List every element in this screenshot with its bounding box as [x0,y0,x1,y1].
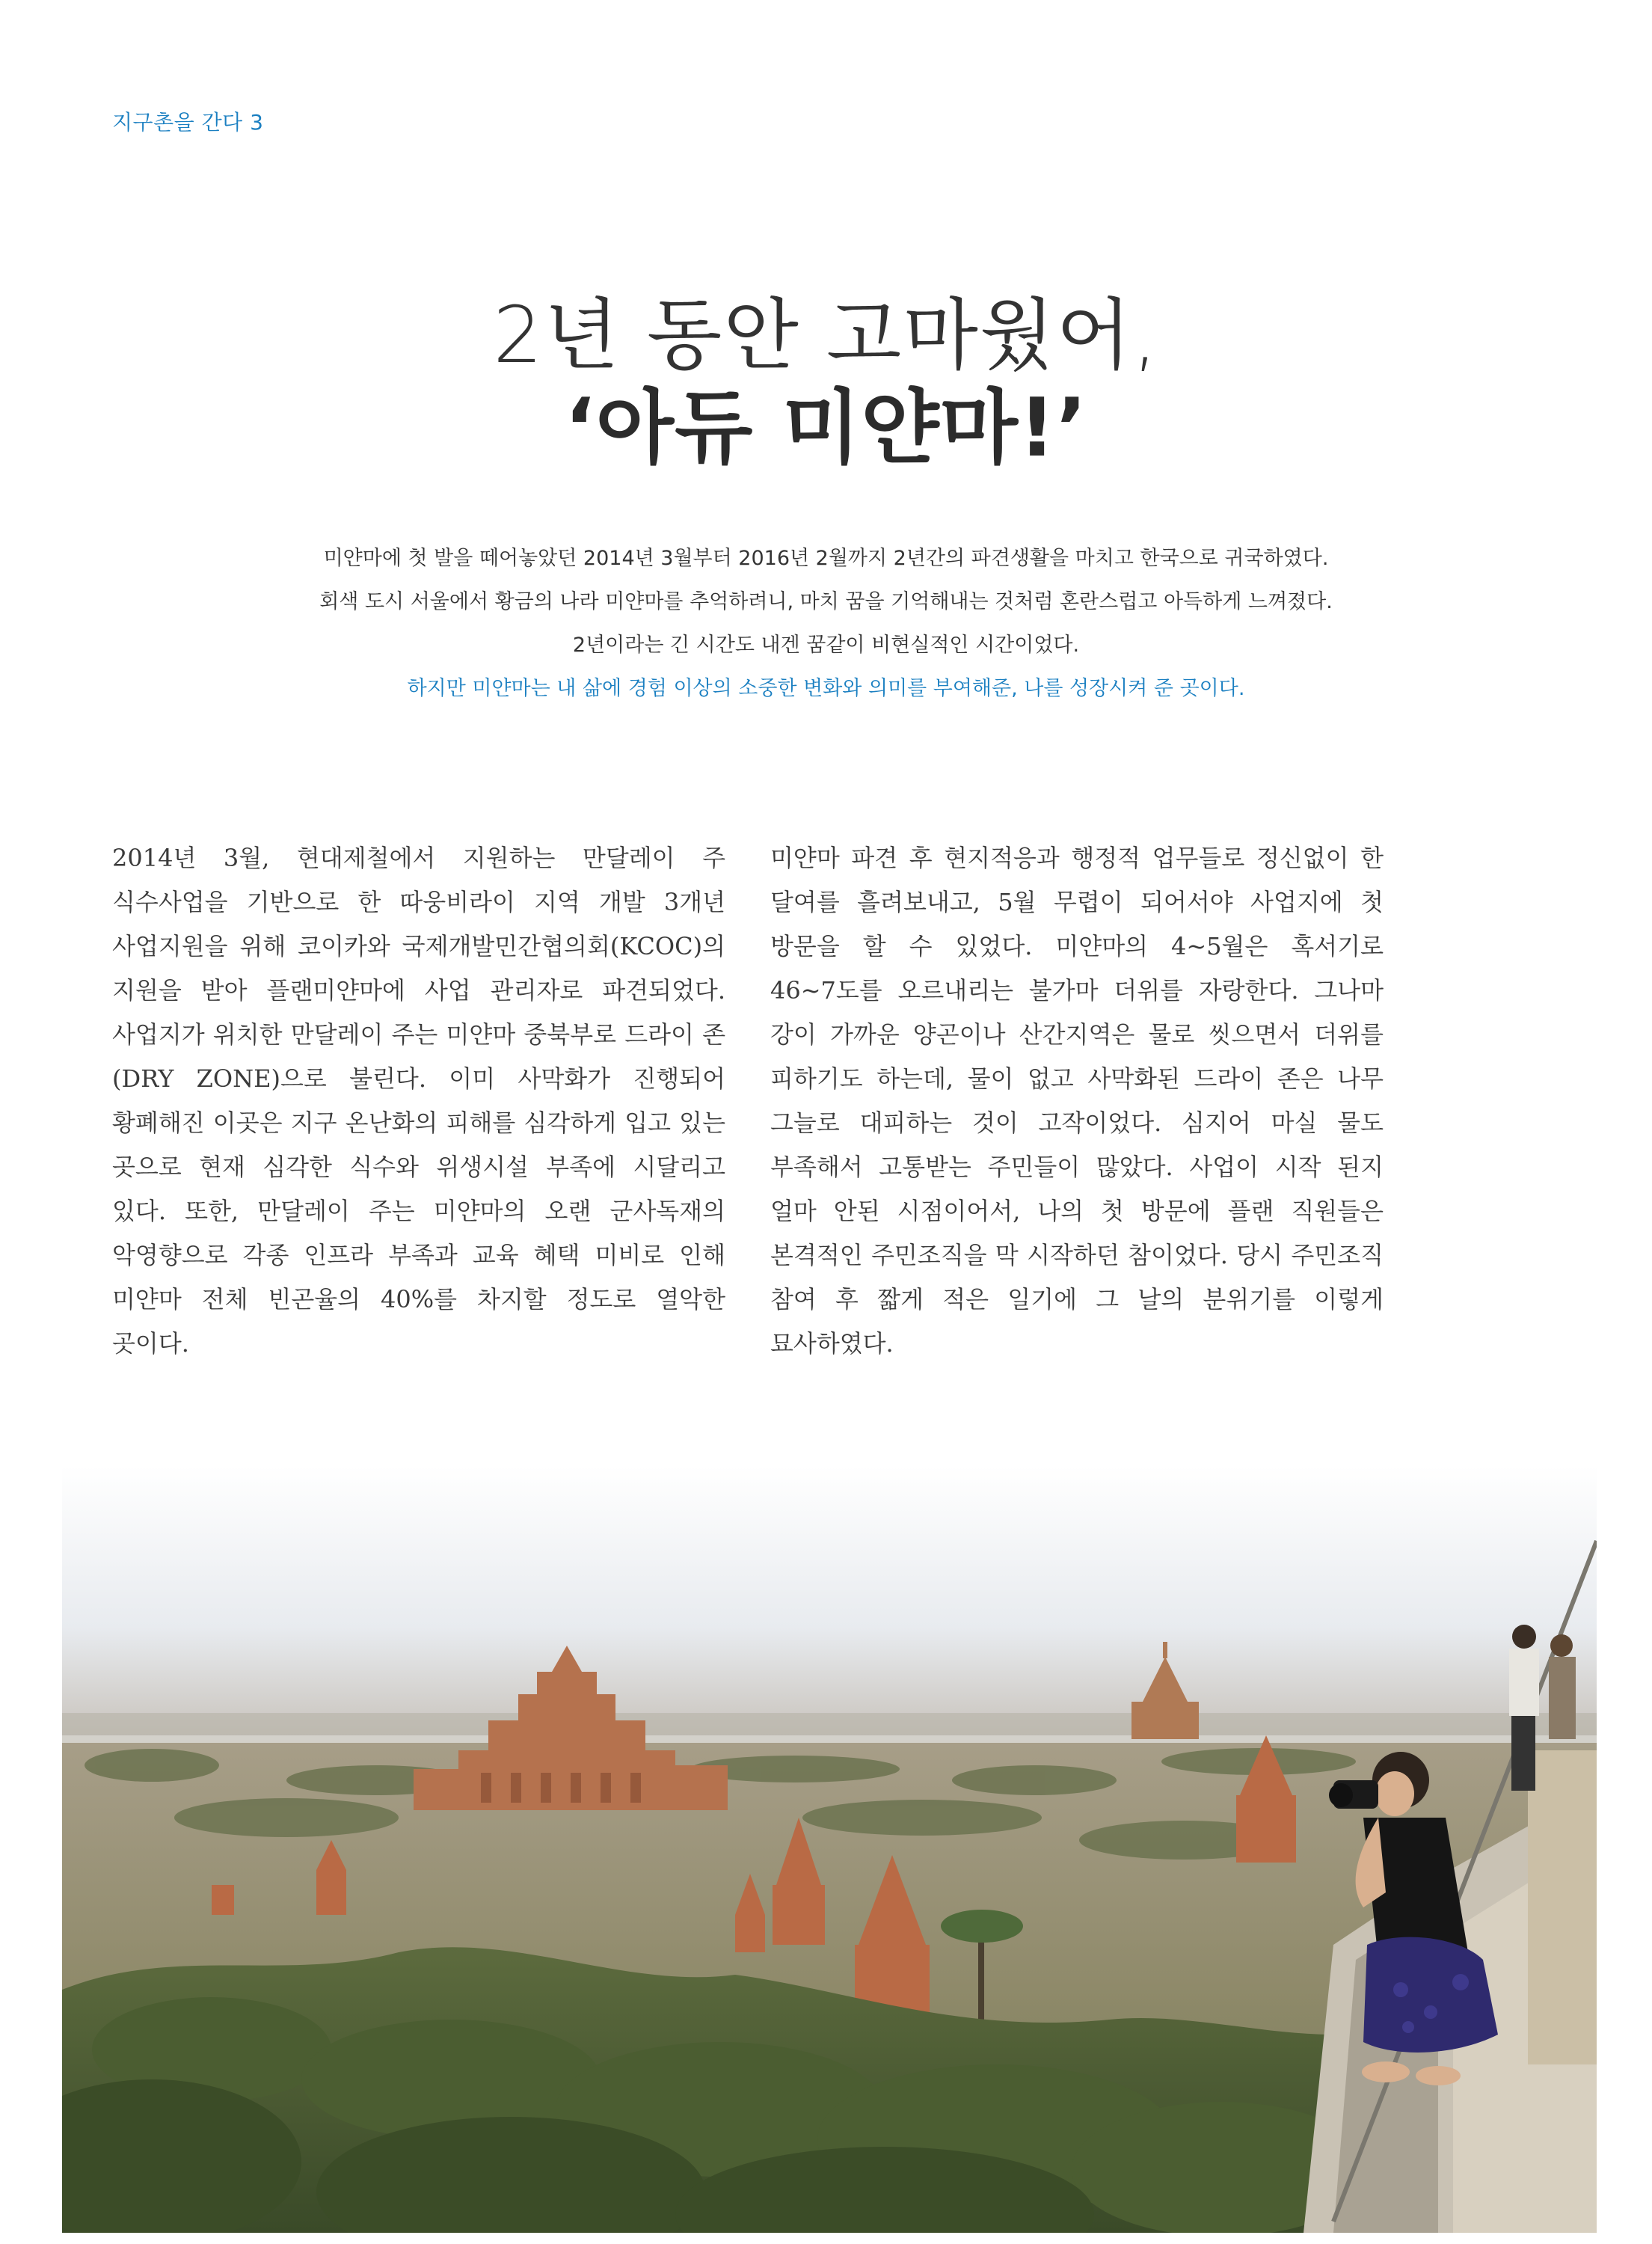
bagan-photo-illustration [62,1466,1597,2233]
section-label: 지구촌을 간다 3 [112,110,264,135]
intro-line-3: 2년이라는 긴 시간도 내겐 꿈같이 비현실적인 시간이었다. [572,634,1080,657]
intro-line-1: 미얀마에 첫 발을 떼어놓았던 2014년 3월부터 2016년 2월까지 2년간의 파견생활을 마치고 한국으로 귀국하였다. [323,547,1329,570]
body-column-left: 2014년 3월, 현대제철에서 지원하는 만달레이 주 식수사업을 기반으로 한 따웅비라이 지역 개발 3개년 사업지원을 위해 코이카와 국제개발민간협의회(KCOC)의 지원을 받아 플랜미얀마에 사업 관리자로 파견되었다. 사업지가 위치한 만달레이 주는 미얀마 중북부로 드라이 존(DRY ZONE)으로 불린다. 이미 사막화가 진행되어 황폐해진 이곳은 지구 온난화의 피해를 심각하게 입고 있는 곳으로 현재 심각한 식수와 위생시설 부족에 시달리고 있다. 또한, 만달레이 주는 미얀마의 오랜 군사독재의 악영향으로 각종 인프라 부족과 교육 혜택 미비로 인해 미얀마 전체 빈곤율의 40%를 차지할 정도로 열악한 곳이다. [112,844,725,1358]
article-title [0,290,1652,477]
bagan-photo [62,1466,1597,2233]
body-column-right: 미얀마 파견 후 현지적응과 행정적 업무들로 정신없이 한 달여를 흘려보내고, 5월 무렵이 되어서야 사업지에 첫 방문을 할 수 있었다. 미얀마의 4~5월은 혹서기로 46~7도를 오르내리는 불가마 더위를 자랑한다. 그나마 강이 가까운 양곤이나 산간지역은 물로 씻으면서 더위를 피하기도 하는데, 물이 없고 사막화된 드라이 존은 나무 그늘로 대피하는 것이 고작이었다. 심지어 마실 물도 부족해서 고통받는 주민들이 많았다. 사업이 시작 된지 얼마 안된 시점이어서, 나의 첫 방문에 플랜 직원들은 본격적인 주민조직을 막 시작하던 참이었다. 당시 주민조직 참여 후 짧게 적은 일기에 그 날의 분위기를 이렇게 묘사하였다. [770,844,1384,1358]
intro-highlight: 하지만 미얀마는 내 삶에 경험 이상의 소중한 변화와 의미를 부여해준, 나를 성장시켜 준 곳이다. [407,677,1245,700]
title-line-2: ‘아듀 미얀마!’ [564,381,1088,475]
intro-paragraph [0,537,1652,711]
intro-line-2: 회색 도시 서울에서 황금의 나라 미얀마를 추억하려니, 마치 꿈을 기억해내는 것처럼 혼란스럽고 아득하게 느껴졌다. [319,590,1333,613]
title-line-1: 2년 동안 고마웠어, [493,289,1159,381]
